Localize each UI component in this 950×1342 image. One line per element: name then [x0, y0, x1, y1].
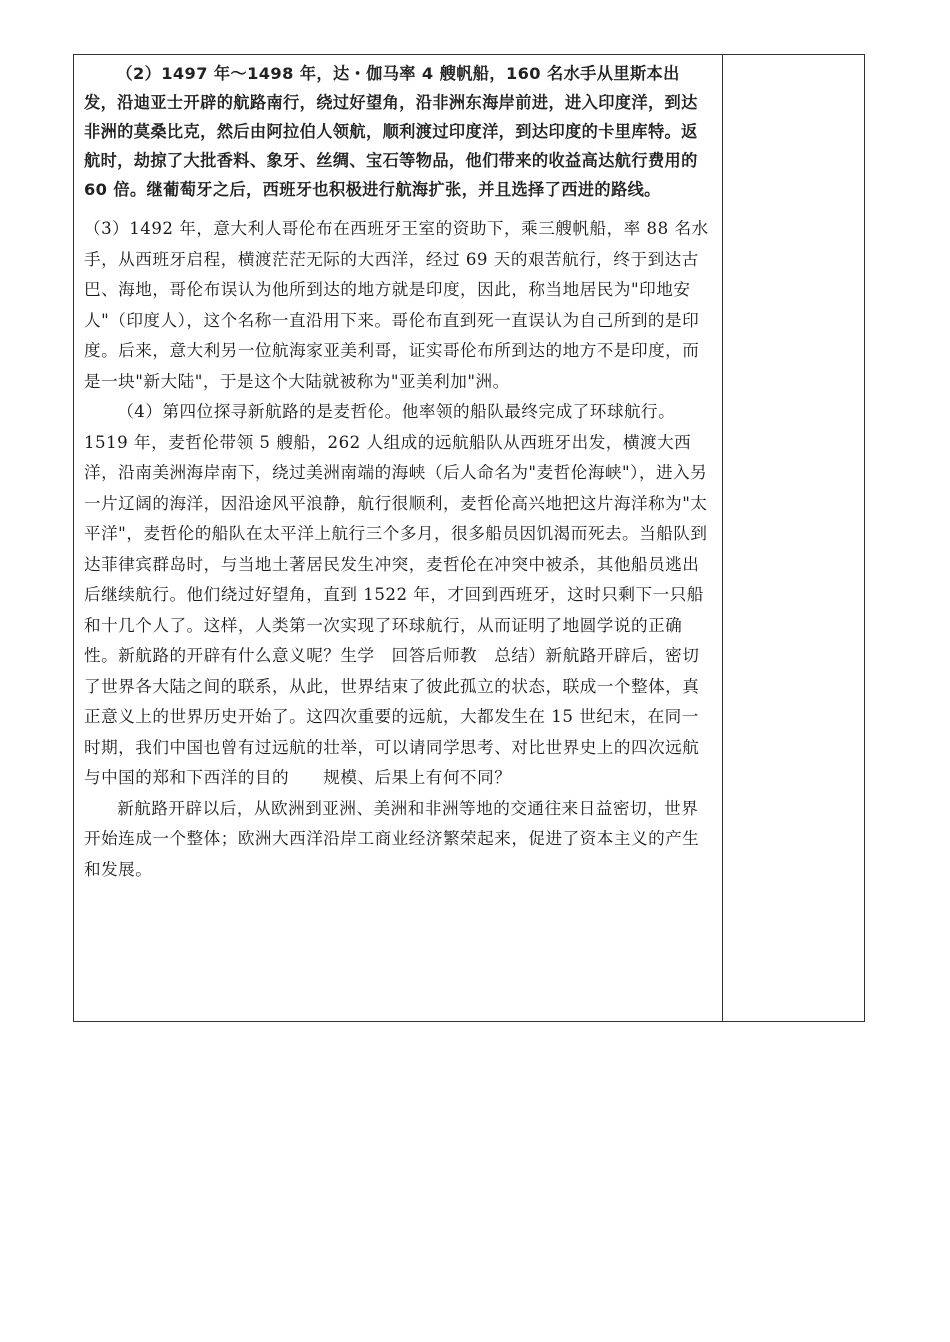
- scanned-paragraph-2: （2）1497 年～1498 年，达・伽马率 4 艘帆船，160 名水手从里斯本出发，沿迪亚士开辟的航路南行，绕过好望角，沿非洲东海岸前进，进入印度洋，到达非洲的莫桑比克，然后由阿拉伯人领航，顺利渡过印度洋，到达印度的卡里库特。返航时，劫掠了大批香料、象牙、丝绸、宝石等物品，他们带来的收益高达航行费用的 60 倍。继葡萄牙之后，西班牙也积极进行航海扩张，并且选择了西进的路线。: [84, 64, 698, 199]
- content-cell: [74, 55, 722, 1021]
- paragraph-3: （3）1492 年，意大利人哥伦布在西班牙王室的资助下，乘三艘帆船，率 88 名水手，从西班牙启程，横渡茫茫无际的大西洋，经过 69 天的艰苦航行，终于到达古巴、海地，哥伦布误认为他所到达的地方就是印度，因此，称当地居民为"印地安人"（印度人），这个名称一直沿用下来。哥伦布直到死一直误认为自己所到的是印度。后来，意大利另一位航海家亚美利哥，证实哥伦布所到达的地方不是印度，而是一块"新大陆"，于是这个大陆就被称为"亚美利加"洲。: [84, 219, 709, 391]
- paragraph-4: （4）第四位探寻新航路的是麦哲伦。他率领的船队最终完成了环球航行。1519 年，麦哲伦带领 5 艘船，262 人组成的远航船队从西班牙出发，横渡大西洋，沿南美洲海岸南下，绕过美洲南端的海峡（后人命名为"麦哲伦海峡"），进入另一片辽阔的海洋，因沿途风平浪静，航行很顺利，麦哲伦高兴地把这片海洋称为"太平洋"，麦哲伦的船队在太平洋上航行三个多月，很多船员因饥渴而死去。当船队到达菲律宾群岛时，与当地土著居民发生冲突，麦哲伦在冲突中被杀，其他船员逃出后继续航行。他们绕过好望角，直到 1522 年，才回到西班牙，这时只剩下一只船和十几个人了。这样，人类第一次实现了环球航行，从而证明了地圆学说的正确性。新航路的开辟有什么意义呢？生学 回答后师教 总结）新航路开辟后，密切了世界各大陆之间的联系，从此，世界结束了彼此孤立的状态，联成一个整体，真正意义上的世界历史开始了。这四次重要的远航，大都发生在 15 世纪末，在同一时期，我们中国也曾有过远航的壮举，可以请同学思考、对比世界史上的四次远航与中国的郑和下西洋的目的 规模、后果上有何不同？: [84, 402, 708, 787]
- lesson-table: [73, 54, 865, 1022]
- paragraph-5: 新航路开辟以后，从欧洲到亚洲、美洲和非洲等地的交通往来日益密切，世界开始连成一个整体；欧洲大西洋沿岸工商业经济繁荣起来，促进了资本主义的产生和发展。: [84, 798, 700, 879]
- notes-cell: [723, 55, 864, 1021]
